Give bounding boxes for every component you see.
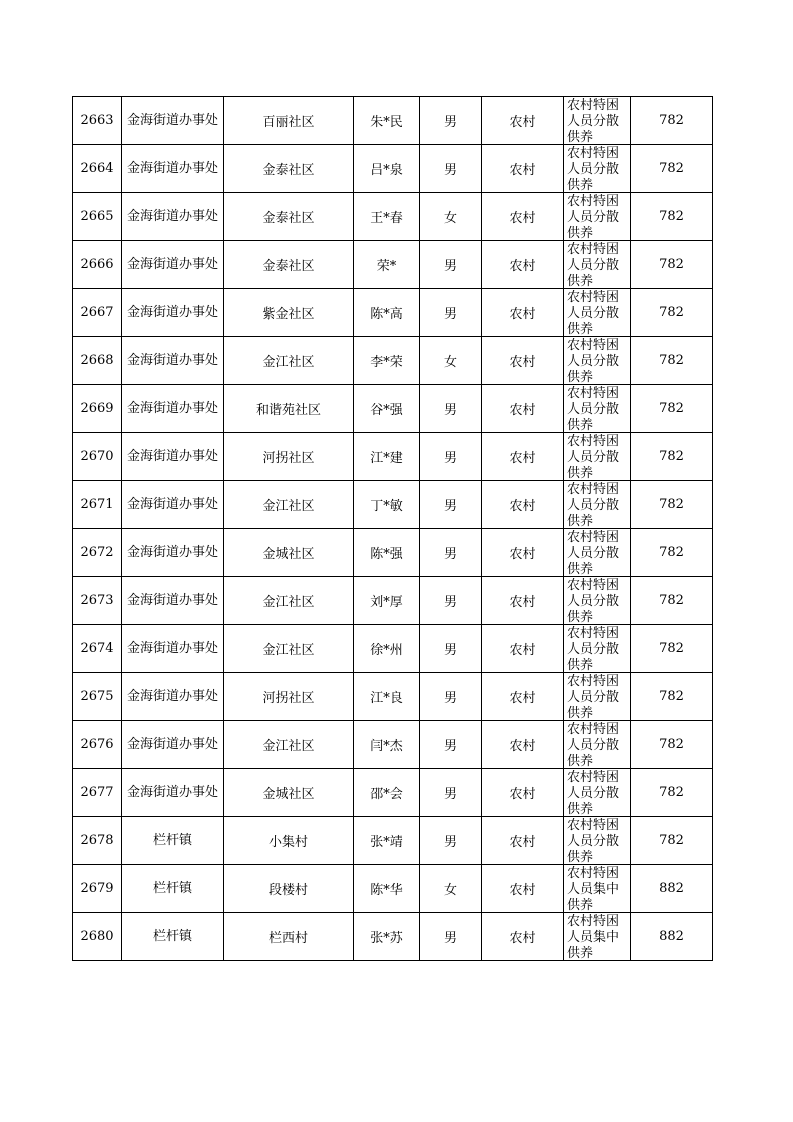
table-row (73, 289, 713, 337)
person-name-cell: 丁*敏 (354, 481, 420, 529)
row-number-cell: 2665 (73, 193, 122, 241)
amount-cell: 882 (631, 865, 713, 913)
support-category-cell (564, 337, 631, 385)
residence-type-cell: 农村 (482, 913, 564, 961)
street-office-cell (122, 241, 224, 289)
amount-cell: 782 (631, 337, 713, 385)
street-office-cell-text: 金海街道办事处 (126, 544, 218, 560)
person-name-cell: 江*良 (354, 673, 420, 721)
roster-table (72, 96, 713, 961)
table-row (73, 433, 713, 481)
row-number-cell: 2672 (73, 529, 122, 577)
amount-cell: 782 (631, 193, 713, 241)
person-name-cell: 邵*会 (354, 769, 420, 817)
table-row (73, 913, 713, 961)
row-number-cell: 2671 (73, 481, 122, 529)
street-office-cell (122, 145, 224, 193)
residence-type-cell: 农村 (482, 337, 564, 385)
street-office-cell-text: 栏杆镇 (152, 928, 192, 944)
support-category-cell (564, 529, 631, 577)
street-office-cell-text: 栏杆镇 (152, 832, 192, 848)
person-name-cell: 张*靖 (354, 817, 420, 865)
support-category-cell-text: 农村特困人员分散供养 (567, 673, 620, 720)
amount-cell: 782 (631, 529, 713, 577)
table-row (73, 721, 713, 769)
support-category-cell-text: 农村特困人员分散供养 (567, 433, 620, 480)
support-category-cell (564, 289, 631, 337)
gender-cell: 女 (420, 865, 482, 913)
support-category-cell (564, 145, 631, 193)
amount-cell: 782 (631, 481, 713, 529)
community-cell: 和谐苑社区 (224, 385, 354, 433)
community-cell: 金江社区 (224, 337, 354, 385)
gender-cell: 女 (420, 337, 482, 385)
street-office-cell-text: 金海街道办事处 (126, 592, 218, 608)
gender-cell: 女 (420, 193, 482, 241)
person-name-cell: 陈*高 (354, 289, 420, 337)
amount-cell: 782 (631, 721, 713, 769)
community-cell: 金江社区 (224, 721, 354, 769)
support-category-cell (564, 241, 631, 289)
street-office-cell-text: 金海街道办事处 (126, 160, 218, 176)
gender-cell: 男 (420, 817, 482, 865)
street-office-cell-text: 金海街道办事处 (126, 112, 218, 128)
support-category-cell (564, 193, 631, 241)
community-cell: 紫金社区 (224, 289, 354, 337)
support-category-cell-text: 农村特困人员分散供养 (567, 97, 620, 144)
residence-type-cell: 农村 (482, 577, 564, 625)
community-cell: 金城社区 (224, 769, 354, 817)
support-category-cell (564, 385, 631, 433)
support-category-cell-text: 农村特困人员分散供养 (567, 577, 620, 624)
street-office-cell (122, 625, 224, 673)
roster-body (73, 97, 713, 961)
residence-type-cell: 农村 (482, 529, 564, 577)
street-office-cell-text: 金海街道办事处 (126, 640, 218, 656)
street-office-cell (122, 193, 224, 241)
street-office-cell-text: 金海街道办事处 (126, 304, 218, 320)
support-category-cell (564, 769, 631, 817)
support-category-cell (564, 817, 631, 865)
amount-cell: 782 (631, 769, 713, 817)
street-office-cell (122, 481, 224, 529)
row-number-cell: 2677 (73, 769, 122, 817)
support-category-cell-text: 农村特困人员分散供养 (567, 529, 620, 576)
person-name-cell: 李*荣 (354, 337, 420, 385)
table-row (73, 817, 713, 865)
support-category-cell-text: 农村特困人员集中供养 (567, 865, 620, 912)
residence-type-cell: 农村 (482, 865, 564, 913)
street-office-cell (122, 577, 224, 625)
person-name-cell: 朱*民 (354, 97, 420, 145)
residence-type-cell: 农村 (482, 817, 564, 865)
support-category-cell-text: 农村特困人员分散供养 (567, 193, 620, 240)
street-office-cell-text: 金海街道办事处 (126, 352, 218, 368)
community-cell: 金泰社区 (224, 145, 354, 193)
person-name-cell: 张*苏 (354, 913, 420, 961)
person-name-cell: 徐*州 (354, 625, 420, 673)
residence-type-cell: 农村 (482, 625, 564, 673)
street-office-cell (122, 337, 224, 385)
street-office-cell (122, 769, 224, 817)
street-office-cell (122, 385, 224, 433)
table-row (73, 577, 713, 625)
table-row (73, 769, 713, 817)
residence-type-cell: 农村 (482, 97, 564, 145)
amount-cell: 782 (631, 289, 713, 337)
gender-cell: 男 (420, 433, 482, 481)
table-row (73, 865, 713, 913)
gender-cell: 男 (420, 625, 482, 673)
amount-cell: 782 (631, 577, 713, 625)
residence-type-cell: 农村 (482, 145, 564, 193)
table-row (73, 625, 713, 673)
gender-cell: 男 (420, 289, 482, 337)
street-office-cell (122, 289, 224, 337)
community-cell: 金城社区 (224, 529, 354, 577)
table-row (73, 481, 713, 529)
row-number-cell: 2664 (73, 145, 122, 193)
street-office-cell (122, 865, 224, 913)
street-office-cell-text: 栏杆镇 (152, 880, 192, 896)
support-category-cell (564, 97, 631, 145)
person-name-cell: 谷*强 (354, 385, 420, 433)
person-name-cell: 荣* (354, 241, 420, 289)
table-row (73, 145, 713, 193)
support-category-cell-text: 农村特困人员分散供养 (567, 241, 620, 288)
support-category-cell (564, 721, 631, 769)
community-cell: 百丽社区 (224, 97, 354, 145)
row-number-cell: 2670 (73, 433, 122, 481)
support-category-cell (564, 673, 631, 721)
street-office-cell (122, 721, 224, 769)
table-row (73, 241, 713, 289)
person-name-cell: 闫*杰 (354, 721, 420, 769)
amount-cell: 782 (631, 817, 713, 865)
community-cell: 河拐社区 (224, 433, 354, 481)
support-category-cell-text: 农村特困人员分散供养 (567, 337, 620, 384)
street-office-cell-text: 金海街道办事处 (126, 736, 218, 752)
row-number-cell: 2673 (73, 577, 122, 625)
amount-cell: 782 (631, 145, 713, 193)
community-cell: 栏西村 (224, 913, 354, 961)
community-cell: 金泰社区 (224, 241, 354, 289)
person-name-cell: 刘*厚 (354, 577, 420, 625)
community-cell: 小集村 (224, 817, 354, 865)
support-category-cell-text: 农村特困人员集中供养 (567, 913, 620, 960)
residence-type-cell: 农村 (482, 673, 564, 721)
gender-cell: 男 (420, 529, 482, 577)
street-office-cell (122, 529, 224, 577)
residence-type-cell: 农村 (482, 193, 564, 241)
gender-cell: 男 (420, 145, 482, 193)
row-number-cell: 2679 (73, 865, 122, 913)
gender-cell: 男 (420, 769, 482, 817)
community-cell: 金泰社区 (224, 193, 354, 241)
street-office-cell-text: 金海街道办事处 (126, 256, 218, 272)
residence-type-cell: 农村 (482, 769, 564, 817)
street-office-cell (122, 97, 224, 145)
support-category-cell (564, 577, 631, 625)
row-number-cell: 2676 (73, 721, 122, 769)
street-office-cell-text: 金海街道办事处 (126, 688, 218, 704)
row-number-cell: 2666 (73, 241, 122, 289)
table-row (73, 193, 713, 241)
support-category-cell-text: 农村特困人员分散供养 (567, 769, 620, 816)
community-cell: 金江社区 (224, 625, 354, 673)
residence-type-cell: 农村 (482, 241, 564, 289)
support-category-cell-text: 农村特困人员分散供养 (567, 289, 620, 336)
amount-cell: 882 (631, 913, 713, 961)
gender-cell: 男 (420, 97, 482, 145)
street-office-cell (122, 817, 224, 865)
person-name-cell: 江*建 (354, 433, 420, 481)
amount-cell: 782 (631, 673, 713, 721)
community-cell: 河拐社区 (224, 673, 354, 721)
row-number-cell: 2675 (73, 673, 122, 721)
amount-cell: 782 (631, 625, 713, 673)
street-office-cell (122, 433, 224, 481)
person-name-cell: 王*春 (354, 193, 420, 241)
gender-cell: 男 (420, 481, 482, 529)
support-category-cell-text: 农村特困人员分散供养 (567, 721, 620, 768)
street-office-cell-text: 金海街道办事处 (126, 496, 218, 512)
residence-type-cell: 农村 (482, 721, 564, 769)
street-office-cell (122, 673, 224, 721)
support-category-cell-text: 农村特困人员分散供养 (567, 385, 620, 432)
support-category-cell (564, 433, 631, 481)
residence-type-cell: 农村 (482, 481, 564, 529)
table-row (73, 385, 713, 433)
community-cell: 金江社区 (224, 577, 354, 625)
support-category-cell (564, 481, 631, 529)
table-row (73, 529, 713, 577)
street-office-cell-text: 金海街道办事处 (126, 208, 218, 224)
row-number-cell: 2669 (73, 385, 122, 433)
gender-cell: 男 (420, 577, 482, 625)
support-category-cell-text: 农村特困人员分散供养 (567, 145, 620, 192)
support-category-cell-text: 农村特困人员分散供养 (567, 625, 620, 672)
support-category-cell-text: 农村特困人员分散供养 (567, 817, 620, 864)
street-office-cell-text: 金海街道办事处 (126, 400, 218, 416)
table-row (73, 97, 713, 145)
person-name-cell: 陈*华 (354, 865, 420, 913)
table-row (73, 673, 713, 721)
amount-cell: 782 (631, 97, 713, 145)
amount-cell: 782 (631, 433, 713, 481)
residence-type-cell: 农村 (482, 289, 564, 337)
gender-cell: 男 (420, 913, 482, 961)
support-category-cell-text: 农村特困人员分散供养 (567, 481, 620, 528)
street-office-cell-text: 金海街道办事处 (126, 448, 218, 464)
community-cell: 段楼村 (224, 865, 354, 913)
row-number-cell: 2667 (73, 289, 122, 337)
table-row (73, 337, 713, 385)
gender-cell: 男 (420, 385, 482, 433)
gender-cell: 男 (420, 673, 482, 721)
gender-cell: 男 (420, 721, 482, 769)
gender-cell: 男 (420, 241, 482, 289)
street-office-cell-text: 金海街道办事处 (126, 784, 218, 800)
person-name-cell: 吕*泉 (354, 145, 420, 193)
street-office-cell (122, 913, 224, 961)
community-cell: 金江社区 (224, 481, 354, 529)
residence-type-cell: 农村 (482, 385, 564, 433)
row-number-cell: 2680 (73, 913, 122, 961)
person-name-cell: 陈*强 (354, 529, 420, 577)
support-category-cell (564, 913, 631, 961)
row-number-cell: 2668 (73, 337, 122, 385)
row-number-cell: 2663 (73, 97, 122, 145)
amount-cell: 782 (631, 385, 713, 433)
support-category-cell (564, 625, 631, 673)
support-category-cell (564, 865, 631, 913)
row-number-cell: 2678 (73, 817, 122, 865)
residence-type-cell: 农村 (482, 433, 564, 481)
row-number-cell: 2674 (73, 625, 122, 673)
amount-cell: 782 (631, 241, 713, 289)
